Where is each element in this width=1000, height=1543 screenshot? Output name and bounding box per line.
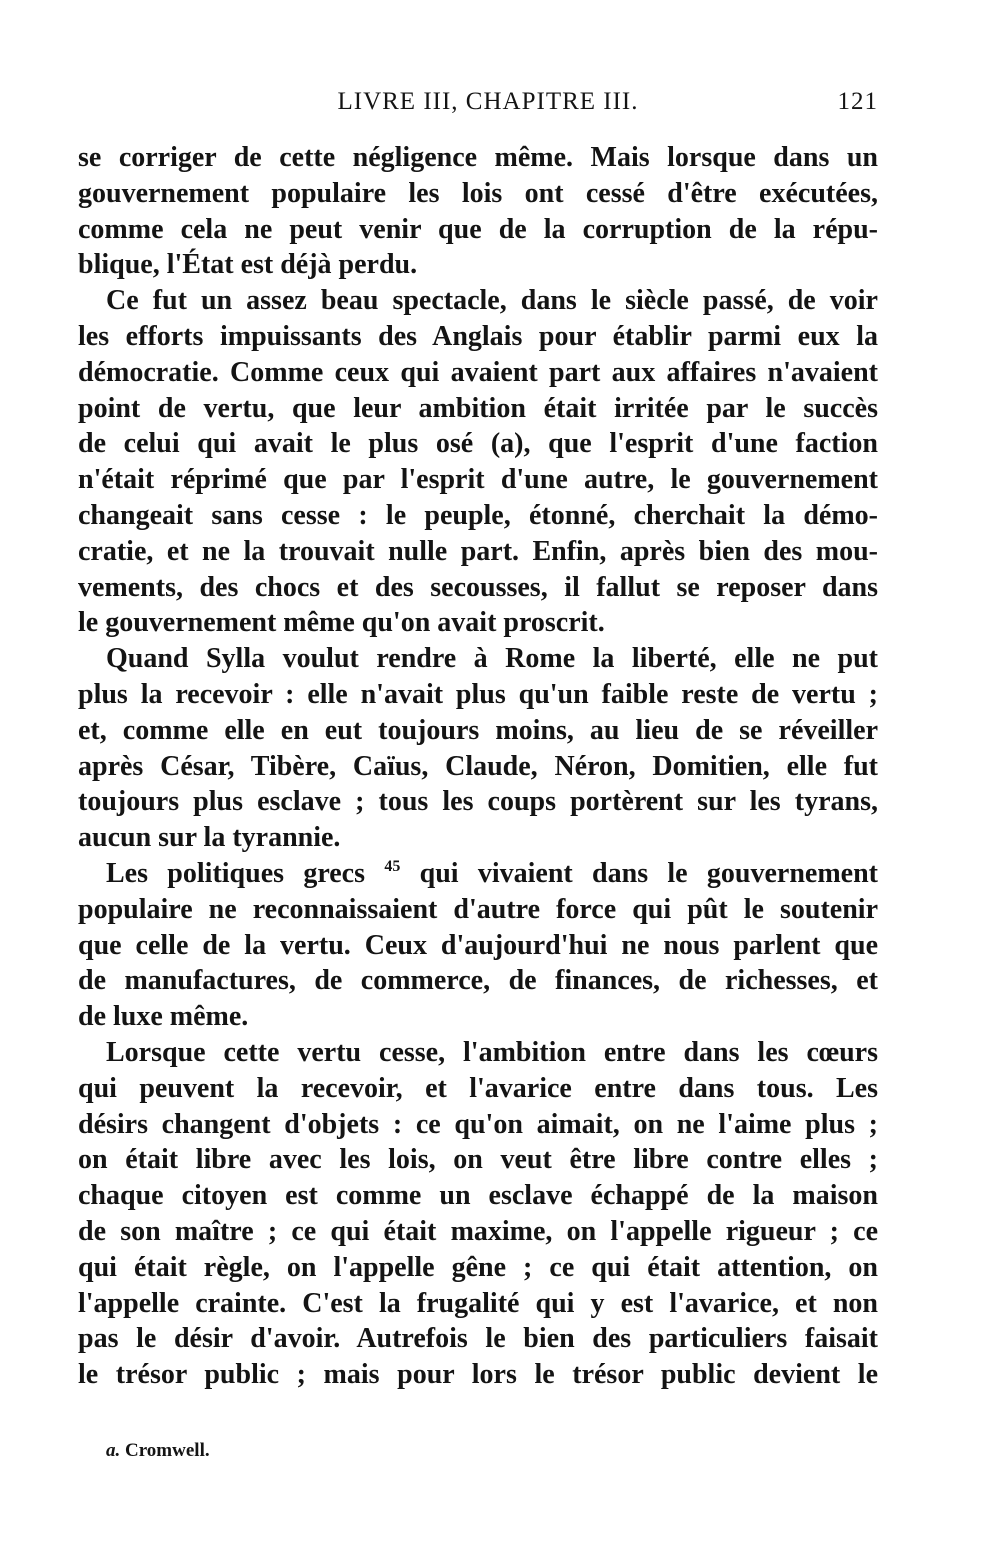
text-line: le gouvernement même qu'on avait proscrit. bbox=[78, 607, 605, 639]
text-line: les efforts impuissants des Anglais pour établir parmi eux la bbox=[78, 320, 878, 352]
text-line: démocratie. Comme ceux qui avaient part aux affaires n'avaient bbox=[78, 356, 878, 388]
text-line: de luxe même. bbox=[78, 1001, 249, 1033]
text-line: toujours plus esclave ; tous les coups portèrent sur les tyrans, bbox=[78, 786, 878, 818]
text-line: désirs changent d'objets : ce qu'on aimait, on ne l'aime plus ; bbox=[78, 1108, 878, 1140]
page-header bbox=[78, 88, 878, 124]
text-line: de manufactures, de commerce, de finances, de richesses, et bbox=[78, 965, 878, 997]
page-number: 121 bbox=[837, 88, 878, 115]
text-line: pas le désir d'avoir. Autrefois le bien des particuliers faisait bbox=[78, 1323, 878, 1355]
text-line: le trésor public ; mais pour lors le trésor public devient le bbox=[78, 1359, 878, 1391]
text-line: se corriger de cette négligence même. Mais lorsque dans un bbox=[78, 142, 878, 173]
text-line: aucun sur la tyrannie. bbox=[78, 822, 341, 854]
body-text bbox=[78, 140, 878, 1393]
text-line: après César, Tibère, Caïus, Claude, Néron, Domitien, elle fut bbox=[78, 750, 878, 782]
text-line-with-note-ref bbox=[78, 856, 878, 892]
text-line: Quand Sylla voulut rendre à Rome la liberté, elle ne put bbox=[106, 643, 878, 675]
text-line: que celle de la vertu. Ceux d'aujourd'hui ne nous parlent que bbox=[78, 929, 878, 961]
text-line: vements, des chocs et des secousses, il fallut se reposer dans bbox=[78, 571, 878, 603]
text-line: plus la recevoir : elle n'avait plus qu'un faible reste de vertu ; bbox=[78, 678, 878, 710]
text-line: point de vertu, que leur ambition était irritée par le succès bbox=[78, 392, 878, 424]
text-line: l'appelle crainte. C'est la frugalité qui y est l'avarice, et non bbox=[78, 1287, 878, 1319]
text-line: changeait sans cesse : le peuple, étonné, cherchait la démo- bbox=[78, 499, 878, 531]
text-line: populaire ne reconnaissaient d'autre force qui pût le soutenir bbox=[78, 893, 878, 925]
footnote bbox=[106, 1440, 210, 1462]
text-line: qui était règle, on l'appelle gêne ; ce qui était attention, on bbox=[78, 1251, 878, 1283]
text-line: de celui qui avait le plus osé (a), que l'esprit d'une faction bbox=[78, 428, 878, 460]
running-title: LIVRE III, CHAPITRE III. bbox=[337, 88, 639, 115]
footnote-reference: 45 bbox=[384, 857, 401, 875]
footnote-text: Cromwell. bbox=[125, 1440, 210, 1461]
text-line: Lorsque cette vertu cesse, l'ambition entre dans les cœurs bbox=[106, 1036, 878, 1068]
text-segment: Les politiques grecs bbox=[106, 857, 365, 889]
text-line: chaque citoyen est comme un esclave échappé de la maison bbox=[78, 1180, 878, 1212]
text-line: cratie, et ne la trouvait nulle part. Enfin, après bien des mou- bbox=[78, 535, 878, 567]
footnote-marker: a. bbox=[106, 1440, 121, 1461]
text-line: blique, l'État est déjà perdu. bbox=[78, 249, 418, 281]
text-line: Ce fut un assez beau spectacle, dans le siècle passé, de voir bbox=[106, 285, 878, 317]
text-line: comme cela ne peut venir que de la corruption de la répu- bbox=[78, 213, 878, 245]
text-line: de son maître ; ce qui était maxime, on l'appelle rigueur ; ce bbox=[78, 1215, 878, 1247]
text-line: et, comme elle en eut toujours moins, au lieu de se réveiller bbox=[78, 714, 878, 746]
text-line: gouvernement populaire les lois ont cessé d'être exécutées, bbox=[78, 177, 878, 209]
text-line: qui peuvent la recevoir, et l'avarice entre dans tous. Les bbox=[78, 1072, 878, 1104]
text-segment: qui vivaient dans le gouvernement bbox=[419, 857, 878, 889]
text-line: on était libre avec les lois, on veut être libre contre elles ; bbox=[78, 1144, 878, 1176]
text-line: n'était réprimé que par l'esprit d'une autre, le gouvernement bbox=[78, 464, 878, 496]
